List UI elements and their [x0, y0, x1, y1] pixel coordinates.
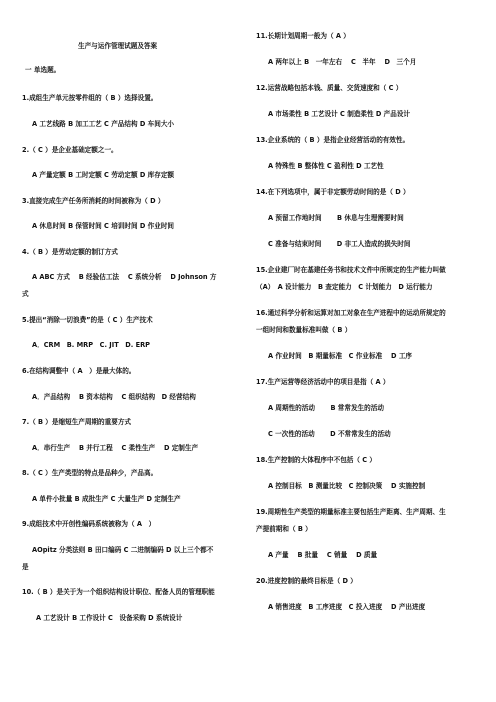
- options-14b: C 准备与结束时间 D 非工人造成的损失时间: [268, 240, 411, 248]
- options-13: A 特殊性 B 整体性 C 盈利性 D 工艺性: [268, 162, 384, 170]
- options-10: A 工艺设计 B 工作设计 C 设备采购 D 系统设计: [36, 614, 183, 622]
- options-14a: A 预留工作地时间 B 休息与生理需要时间: [268, 214, 404, 222]
- options-3: A 休息时间 B 保管时间 C 培训时间 D 作业时间: [32, 222, 175, 230]
- options-12: A 市场柔性 B 工艺设计 C 制造柔性 D 产品设计: [268, 110, 411, 118]
- options-18: A 控制目标 B 测量比较 C 控制决策 D 实施控制: [268, 482, 426, 490]
- options-15: （A） A 设计能力 B 查定能力 C 计划能力 D 运行能力: [256, 283, 433, 291]
- document-title: 生产与运作管理试题及答案: [78, 42, 158, 50]
- options-9: AOpitz 分类法则 B 田口编码 C 二进制编码 D 以上三个都不: [32, 546, 214, 554]
- options-7: A．串行生产 B 并行工程 C 柔性生产 D 定制生产: [32, 444, 199, 452]
- question-12: 12.运营战略包括本钱、质量、交货速度和（ C ）: [256, 84, 403, 92]
- question-16: 16.通过科学分析和运算对加工对象在生产进程中的运动所规定的: [256, 309, 446, 317]
- options-5: A．CRM B. MRP C. JIT D. ERP: [32, 341, 150, 349]
- question-10: 10.（ B ）是关于为一个组织结构设计职位、配备人员的管理职能: [22, 588, 215, 596]
- options-9-cont: 是: [22, 563, 29, 571]
- question-13: 13.企业系统的（ B ）是指企业经营活动的有效性。: [256, 136, 410, 144]
- question-2: 2.（ C ）是企业基础定额之一。: [22, 146, 118, 154]
- question-15: 15.企业建厂时在基建任务书和技术文件中所规定的生产能力叫做: [256, 266, 446, 274]
- options-2: A 产量定额 B 工时定额 C 劳动定额 D 库存定额: [32, 171, 175, 179]
- options-4: A ABC 方式 B 经验估工法 C 系统分析 D Johnson 方: [32, 273, 217, 281]
- options-17b: C 一次性的活动 D 不常常发生的活动: [268, 430, 391, 438]
- question-11: 11.长期计划周期一般为（ A ）: [256, 32, 350, 40]
- question-5: 5.提出“消除一切浪费”的是（ C ）生产技术: [22, 316, 153, 324]
- section-heading: 一 单选题。: [25, 66, 61, 74]
- options-20: A 销售进度 B 工序进度 C 投入进度 D 产出进度: [268, 603, 426, 611]
- options-6: A．产品结构 B 资本结构 C 组织结构 D 经营结构: [32, 393, 196, 401]
- question-1: 1.成组生产单元按零件组的（ B ）选择设置。: [22, 94, 158, 102]
- question-16-cont: 一组时间和数量标准叫做（ B ）: [256, 326, 352, 334]
- question-8: 8.（ C ）生产类型的特点是品种少，产品高。: [22, 469, 158, 477]
- question-9: 9.成组技术中开创性编码系统被称为（ A ）: [22, 520, 156, 528]
- question-20: 20.进度控制的最终目标是（ D ）: [256, 577, 357, 585]
- question-18: 18.生产控制的大体程序中不包括（ C ）: [256, 456, 377, 464]
- options-16: A 作业时间 B 期量标准 C 作业标准 D 工序: [268, 352, 413, 360]
- question-3: 3.直接完成生产任务所消耗的时间被称为（ D ）: [22, 197, 165, 205]
- options-8: A 单件小批量 B 成批生产 C 大量生产 D 定制生产: [32, 495, 181, 503]
- options-1: A 工艺线路 B 加工工艺 C 产品结构 D 车间大小: [32, 120, 175, 128]
- options-17a: A 周期性的活动 B 常常发生的活动: [268, 404, 384, 412]
- question-14: 14.在下列选项中，属于非定额劳动时间的是（ D ）: [256, 188, 410, 196]
- options-11: A 两年以上 B 一年左右 C 半年 D 三个月: [268, 58, 417, 66]
- question-6: 6.在结构调整中（ A ）是最大体的。: [22, 367, 136, 375]
- options-4-cont: 式: [22, 290, 29, 298]
- question-7: 7.（ B ）是缩短生产周期的重要方式: [22, 418, 132, 426]
- options-19: A 产量 B 批量 C 销量 D 质量: [268, 551, 378, 559]
- question-4: 4.（ B ）是劳动定额的制订方式: [22, 248, 118, 256]
- question-19: 19.周期性生产类型的期量标准主要包括生产距离、生产周期、生: [256, 508, 446, 516]
- question-17: 17.生产运营等经济活动中的项目是指（ A ）: [256, 378, 390, 386]
- question-19-cont: 产提前期和（ B ）: [256, 525, 312, 533]
